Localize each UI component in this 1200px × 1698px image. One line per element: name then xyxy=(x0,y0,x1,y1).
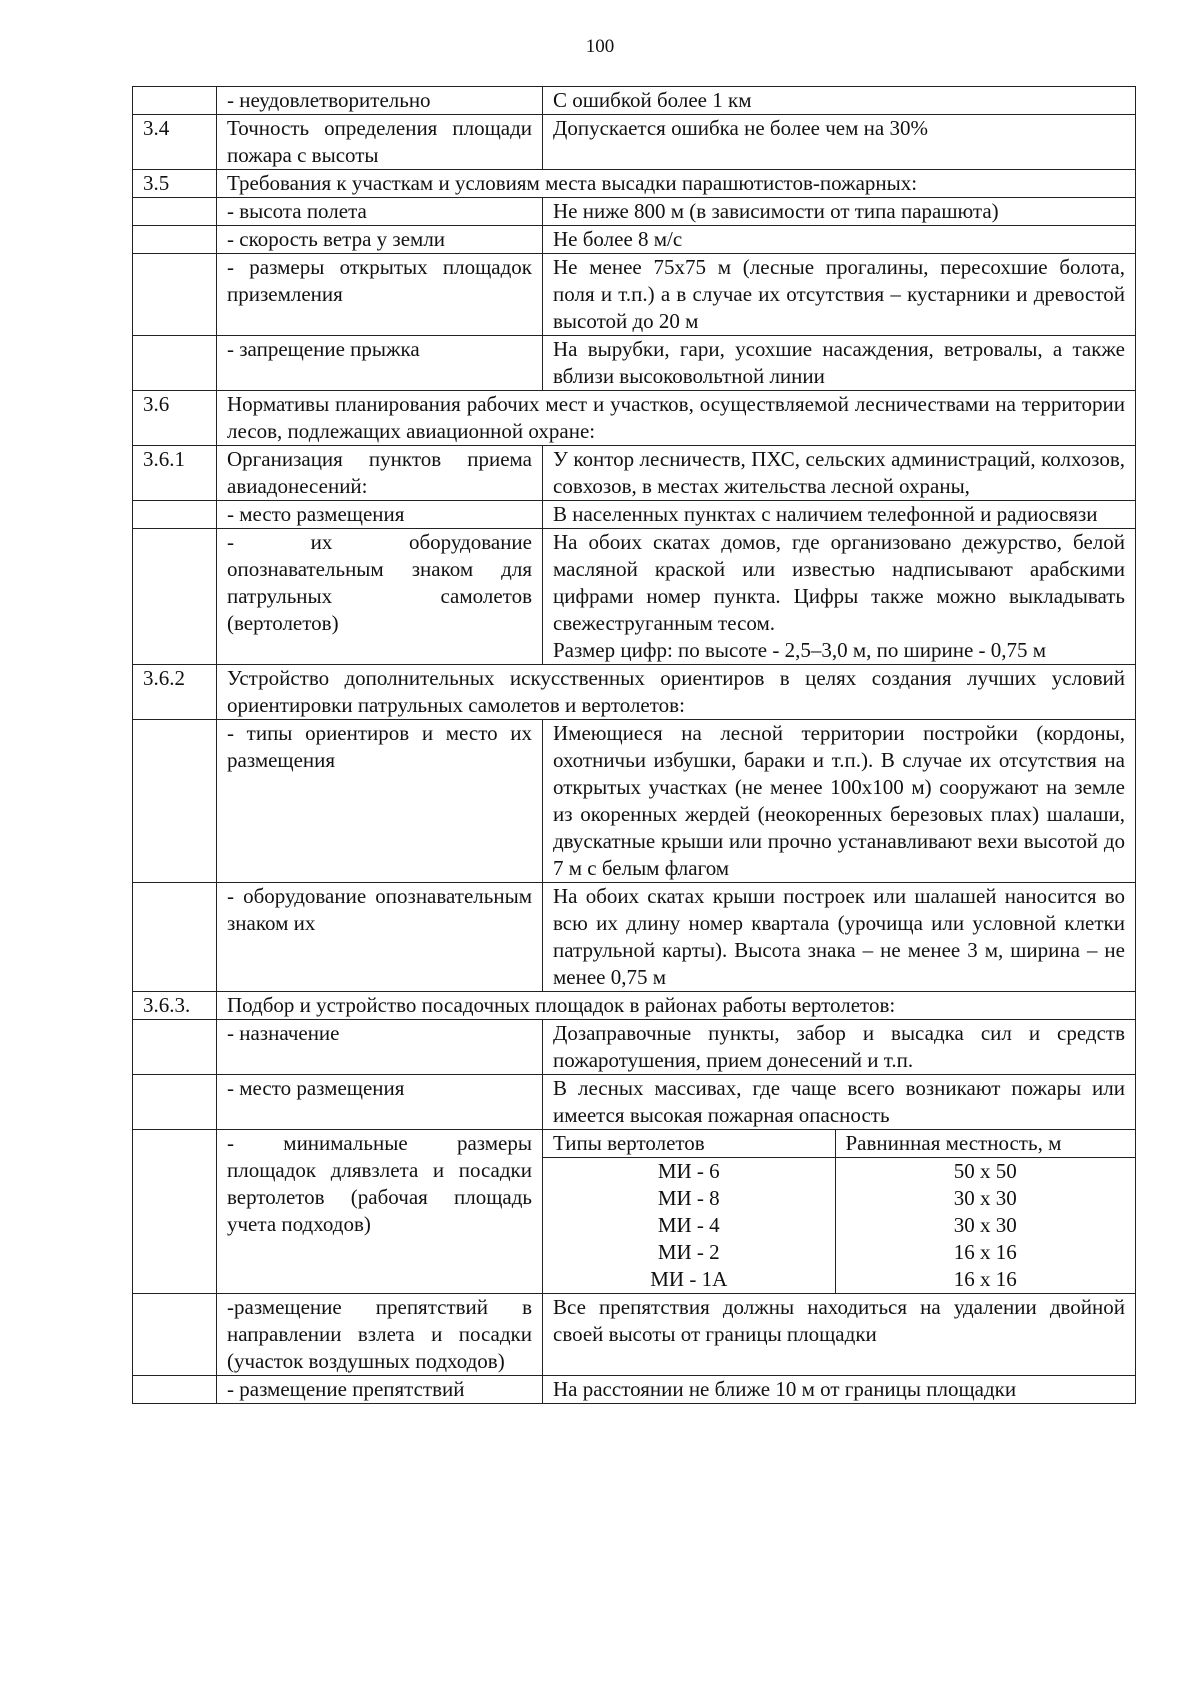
section-header: Нормативы планирования рабочих мест и участков, осуществляемой лесничествами на территории лесов, подлежащих авиационной охране: xyxy=(217,391,1136,446)
inner-row xyxy=(543,1239,1135,1266)
row-value: Не ниже 800 м (в зависимости от типа парашюта) xyxy=(543,198,1136,226)
page-number: 100 xyxy=(585,36,615,57)
table-row xyxy=(133,720,1136,883)
table-row xyxy=(133,115,1136,170)
row-label: - место размещения xyxy=(217,501,543,529)
helicopter-type: МИ - 6 xyxy=(543,1158,835,1186)
inner-col2-header: Равнинная местность, м xyxy=(835,1130,1135,1158)
row-value: Все препятствия должны находиться на удалении двойной своей высоты от границы площадки xyxy=(543,1294,1136,1376)
table-row xyxy=(133,529,1136,665)
row-value: Не более 8 м/с xyxy=(543,226,1136,254)
section-header: Требования к участкам и условиям места высадки парашютистов-пожарных: xyxy=(217,170,1136,198)
section-header: Подбор и устройство посадочных площадок в районах работы вертолетов: xyxy=(217,992,1136,1020)
table-row xyxy=(133,501,1136,529)
row-label: - неудовлетворительно xyxy=(217,87,543,115)
row-number: 3.4 xyxy=(133,115,217,170)
row-label: - минимальные размеры площадок длявзлета и посадки вертолетов (рабочая площадь учета подходов) xyxy=(217,1130,543,1294)
row-label: - их оборудование опознавательным знаком для патрульных самолетов (вертолетов) xyxy=(217,529,543,665)
table-row xyxy=(133,1130,1136,1294)
table-row xyxy=(133,254,1136,336)
row-number: 3.5 xyxy=(133,170,217,198)
row-label: - высота полета xyxy=(217,198,543,226)
platform-size: 16 х 16 xyxy=(953,1267,1017,1291)
row-value: На вырубки, гари, усохшие насаждения, ветровалы, а также вблизи высоковольтной линии xyxy=(543,336,1136,391)
row-value: Допускается ошибка не более чем на 30% xyxy=(543,115,1136,170)
row-value: На обоих скатах крыши построек или шалашей наносится во всю их длину номер квартала (урочища или условной клетки патрульной карты). Высота знака – не менее 3 м, ширина – не менее 0,75 м xyxy=(543,883,1136,992)
helicopter-type: МИ - 1А xyxy=(543,1266,835,1293)
platform-size: 30 х 30 xyxy=(953,1186,1017,1210)
table-row xyxy=(133,446,1136,501)
section-header: Устройство дополнительных искусственных ориентиров в целях создания лучших условий ориентировки патрульных самолетов и вертолетов: xyxy=(217,665,1136,720)
section-row xyxy=(133,170,1136,198)
table-row xyxy=(133,1294,1136,1376)
row-value: На расстоянии не ближе 10 м от границы площадки xyxy=(543,1376,1136,1404)
row-label: - место размещения xyxy=(217,1075,543,1130)
row-value xyxy=(543,529,1136,665)
row-number: 3.6 xyxy=(133,391,217,446)
row-label: - скорость ветра у земли xyxy=(217,226,543,254)
row-value: В населенных пунктах с наличием телефонной и радиосвязи xyxy=(543,501,1136,529)
row-value-paragraph: На обоих скатах домов, где организовано дежурство, белой масляной краской или известью надписывают арабскими цифрами номер пункта. Цифры также можно выкладывать свежеструганным тесом. xyxy=(553,530,1125,635)
inner-row xyxy=(543,1158,1135,1186)
table-row xyxy=(133,883,1136,992)
helicopter-sizes-table xyxy=(543,1130,1135,1293)
table-row xyxy=(133,87,1136,115)
helicopter-type: МИ - 4 xyxy=(543,1212,835,1239)
row-label: -размещение препятствий в направлении взлета и посадки (участок воздушных подходов) xyxy=(217,1294,543,1376)
row-label: - назначение xyxy=(217,1020,543,1075)
row-label: - оборудование опознавательным знаком их xyxy=(217,883,543,992)
table-row xyxy=(133,1075,1136,1130)
section-row xyxy=(133,992,1136,1020)
section-row xyxy=(133,391,1136,446)
table-row xyxy=(133,1376,1136,1404)
row-value: Дозаправочные пункты, забор и высадка сил и средств пожаротушения, прием донесений и т.п. xyxy=(543,1020,1136,1075)
row-value: В лесных массивах, где чаще всего возникают пожары или имеется высокая пожарная опасность xyxy=(543,1075,1136,1130)
helicopter-type: МИ - 2 xyxy=(543,1239,835,1266)
requirements-table xyxy=(132,86,1136,1404)
inner-row xyxy=(543,1185,1135,1212)
table-row xyxy=(133,336,1136,391)
row-label: Точность определения площади пожара с высоты xyxy=(217,115,543,170)
platform-size: 50 х 50 xyxy=(953,1159,1017,1183)
platform-size: 16 х 16 xyxy=(953,1240,1017,1264)
inner-row xyxy=(543,1212,1135,1239)
inner-row xyxy=(543,1266,1135,1293)
row-value: Не менее 75х75 м (лесные прогалины, пересохшие болота, поля и т.п.) а в случае их отсутствия – кустарники и древостой высотой до 20 м xyxy=(543,254,1136,336)
row-label: - запрещение прыжка xyxy=(217,336,543,391)
section-row xyxy=(133,665,1136,720)
row-number: 3.6.3. xyxy=(133,992,217,1020)
helicopter-type: МИ - 8 xyxy=(543,1185,835,1212)
row-value-paragraph: Размер цифр: по высоте - 2,5–3,0 м, по ширине - 0,75 м xyxy=(553,638,1047,662)
table-row xyxy=(133,1020,1136,1075)
row-number: 3.6.2 xyxy=(133,665,217,720)
row-value: С ошибкой более 1 км xyxy=(543,87,1136,115)
inner-col1-header: Типы вертолетов xyxy=(543,1130,835,1158)
row-value: У контор лесничеств, ПХС, сельских администраций, колхозов, совхозов, в местах жительства лесной охраны, xyxy=(543,446,1136,501)
platform-size: 30 х 30 xyxy=(953,1213,1017,1237)
table-row xyxy=(133,198,1136,226)
row-label: Организация пунктов приема авиадонесений: xyxy=(217,446,543,501)
row-label: - размеры открытых площадок приземления xyxy=(217,254,543,336)
row-value: Имеющиеся на лесной территории постройки (кордоны, охотничьи избушки, бараки и т.п.). В случае их отсутствия на открытых участках (не менее 100х100 м) сооружают на земле из окоренных жердей (неокоренных березовых плах) шалаши, двускатные крыши или прочно устанавливают вехи высотой до 7 м с белым флагом xyxy=(543,720,1136,883)
row-number: 3.6.1 xyxy=(133,446,217,501)
inner-header-row xyxy=(543,1130,1135,1158)
row-label: - размещение препятствий xyxy=(217,1376,543,1404)
row-label: - типы ориентиров и место их размещения xyxy=(217,720,543,883)
row-number xyxy=(133,87,217,115)
table-row xyxy=(133,226,1136,254)
row-value xyxy=(543,1130,1136,1294)
